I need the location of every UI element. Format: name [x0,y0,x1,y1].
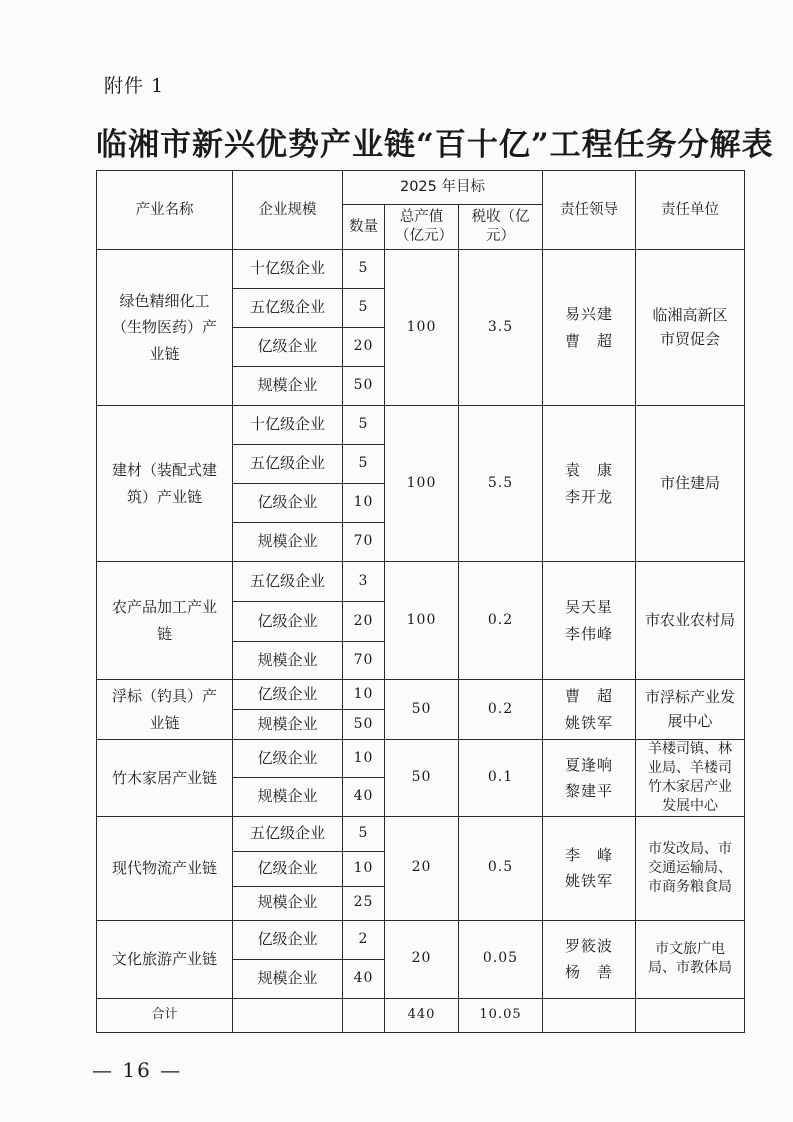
attachment-label: 附件 1 [104,75,165,97]
leader-name: 曹 超 [564,687,613,706]
unit-cell: 市发改局、市交通运输局、市商务粮食局 [636,816,745,920]
page-number: — 16 — [92,1058,183,1082]
scale-cell: 亿级企业 [233,602,343,642]
total-empty [343,998,385,1032]
unit-line: 市贸促会 [659,329,720,348]
tax-cell: 0.05 [459,920,543,998]
quantity-cell: 50 [343,367,385,406]
total-output: 440 [385,998,459,1032]
scale-cell: 亿级企业 [233,920,343,959]
unit-cell: 市浮标产业发展中心 [636,680,745,740]
tax-cell: 3.5 [459,250,543,406]
industry-name-cell: 文化旅游产业链 [97,920,233,998]
tax-cell: 5.5 [459,406,543,562]
scale-cell: 规模企业 [233,367,343,406]
quantity-cell: 5 [343,289,385,328]
tax-cell: 0.5 [459,816,543,920]
quantity-cell: 10 [343,740,385,778]
scale-cell: 十亿级企业 [233,406,343,445]
header-enterprise-scale: 企业规模 [233,171,343,250]
scale-cell: 十亿级企业 [233,250,343,289]
quantity-cell: 50 [343,710,385,740]
unit-cell: 羊楼司镇、林业局、羊楼司竹木家居产业发展中心 [636,740,745,817]
total-tax: 10.05 [459,998,543,1032]
unit-cell: 市农业农村局 [636,562,745,680]
leader-name: 夏逢响 [564,755,613,774]
leader-name: 姚铁军 [564,713,613,732]
quantity-cell: 40 [343,959,385,998]
quantity-cell: 40 [343,778,385,816]
table-row [97,562,745,602]
table-row [97,816,745,851]
quantity-cell: 5 [343,250,385,289]
header-unit: 责任单位 [636,171,745,250]
scale-cell: 亿级企业 [233,484,343,523]
scale-cell: 亿级企业 [233,680,343,710]
leader-name: 李 峰 [564,845,613,864]
unit-cell: 市住建局 [636,406,745,562]
leader-cell [543,250,636,406]
leader-name: 李伟峰 [564,624,613,643]
scale-cell: 五亿级企业 [233,562,343,602]
scale-cell: 规模企业 [233,642,343,680]
tax-cell: 0.1 [459,740,543,817]
total-row [97,998,745,1032]
table-row [97,406,745,445]
quantity-cell: 20 [343,328,385,367]
unit-cell [636,250,745,406]
table-row [97,920,745,959]
leader-name: 吴天星 [564,598,613,617]
industry-name-cell: 建材（装配式建筑）产业链 [97,406,233,562]
leader-name: 袁 康 [564,461,613,480]
page-title: 临湘市新兴优势产业链“百十亿”工程任务分解表 [96,127,774,163]
scale-cell: 亿级企业 [233,328,343,367]
total-empty [636,998,745,1032]
scale-cell: 五亿级企业 [233,445,343,484]
scale-cell: 规模企业 [233,886,343,920]
quantity-cell: 70 [343,523,385,562]
output-value-cell: 50 [385,680,459,740]
total-label: 合计 [97,998,233,1032]
quantity-cell: 2 [343,920,385,959]
leader-name: 易兴建 [564,305,613,324]
output-value-cell: 50 [385,740,459,817]
leader-cell [543,680,636,740]
header-quantity: 数量 [343,205,385,250]
quantity-cell: 10 [343,851,385,886]
header-target-group: 2025 年目标 [343,171,543,205]
quantity-cell: 3 [343,562,385,602]
table-row [97,680,745,710]
task-breakdown-table [96,170,745,1033]
leader-name: 李开龙 [564,487,613,506]
scale-cell: 亿级企业 [233,851,343,886]
quantity-cell: 5 [343,406,385,445]
output-value-cell: 100 [385,250,459,406]
total-empty [233,998,343,1032]
header-tax: 税收（亿元） [459,205,543,250]
leader-cell [543,562,636,680]
quantity-cell: 20 [343,602,385,642]
header-output-value: 总产值（亿元） [385,205,459,250]
quantity-cell: 70 [343,642,385,680]
output-value-cell: 20 [385,920,459,998]
leader-name: 杨 善 [564,963,613,982]
leader-cell [543,406,636,562]
leader-name: 黎建平 [564,781,613,800]
unit-line: 临湘高新区 [652,306,728,325]
scale-cell: 五亿级企业 [233,816,343,851]
leader-cell [543,816,636,920]
scale-cell: 五亿级企业 [233,289,343,328]
scale-cell: 亿级企业 [233,740,343,778]
quantity-cell: 25 [343,886,385,920]
leader-name: 曹 超 [564,331,613,350]
total-empty [543,998,636,1032]
scale-cell: 规模企业 [233,959,343,998]
tax-cell: 0.2 [459,680,543,740]
table-body [97,250,745,1033]
scale-cell: 规模企业 [233,778,343,816]
quantity-cell: 5 [343,816,385,851]
industry-name-cell: 现代物流产业链 [97,816,233,920]
table-row [97,250,745,289]
quantity-cell: 5 [343,445,385,484]
quantity-cell: 10 [343,680,385,710]
leader-cell [543,920,636,998]
leader-name: 姚铁军 [564,872,613,891]
industry-name-cell: 绿色精细化工（生物医药）产业链 [97,250,233,406]
quantity-cell: 10 [343,484,385,523]
header-industry-name: 产业名称 [97,171,233,250]
output-value-cell: 20 [385,816,459,920]
output-value-cell: 100 [385,406,459,562]
scale-cell: 规模企业 [233,523,343,562]
table-row [97,740,745,778]
leader-name: 罗筱波 [564,936,613,955]
leader-cell [543,740,636,817]
unit-cell: 市文旅广电局、市教体局 [636,920,745,998]
industry-name-cell: 竹木家居产业链 [97,740,233,817]
tax-cell: 0.2 [459,562,543,680]
output-value-cell: 100 [385,562,459,680]
header-leader: 责任领导 [543,171,636,250]
industry-name-cell: 浮标（钓具）产业链 [97,680,233,740]
scale-cell: 规模企业 [233,710,343,740]
industry-name-cell: 农产品加工产业链 [97,562,233,680]
